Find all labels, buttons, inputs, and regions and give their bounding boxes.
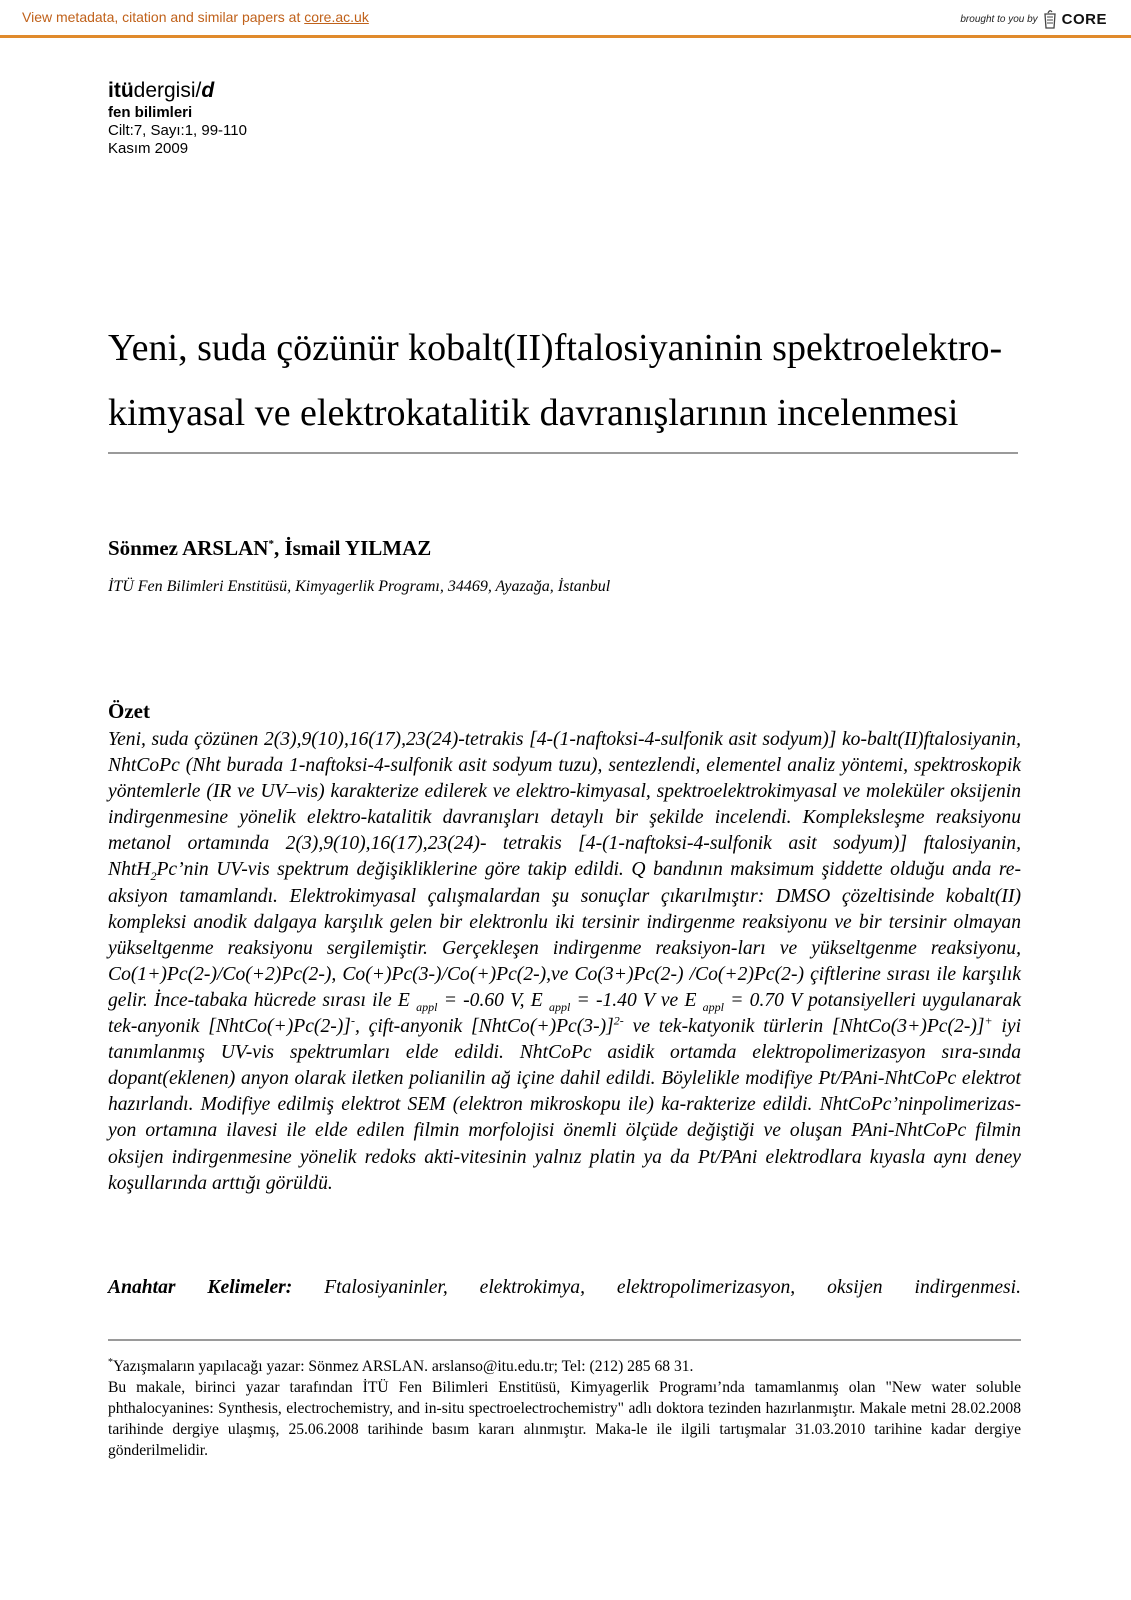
abstract-sup-2minus: 2- — [613, 1013, 624, 1028]
core-brought-text: brought to you by — [960, 13, 1038, 25]
journal-volume: Cilt:7, Sayı:1, 99-110 — [108, 122, 247, 140]
abstract-appl-1: appl — [416, 999, 438, 1014]
abstract-part-2: Pc’nin UV-vis spektrum değişikliklerine göre takip edildi. Q bandının maksimum şiddette olduğu anda re-aksiyon tamamlandı. Elektrokimyasal çalışmalardan şu sonuçlar çıkarılmıştır: DMSO çözeltisinde kobalt(II) kompleksi anodik dalgaya karşılık gelen bir elektronlu iki tersinir indirgenme reaksiyonu ve bir tersinir olmayan yükseltgenme reaksiyonu sergilemiştir. Gerçekleşen indirgenme reaksiyon-ları ve yükseltgenme reaksiyonu, Co(1+)Pc(2-)/Co(+2)Pc(2-), Co(+)Pc(3-)/Co(+)Pc(2-),ve Co(3+)Pc(2-) /Co(+2)Pc(2-) çiftlerine sırası ile karşılık gelir. İnce-tabaka hücrede sırası ile E — [108, 859, 1021, 1011]
author-first: Sönmez ARSLAN — [108, 536, 269, 560]
abstract-body — [108, 727, 1021, 1197]
journal-name-letter: d — [201, 79, 215, 102]
core-prefix: View metadata, citation and similar papers at — [22, 9, 305, 25]
abstract-sup-minus: - — [350, 1013, 355, 1028]
core-banner — [0, 0, 1131, 38]
journal-section: fen bilimleri — [108, 104, 193, 122]
abstract-sub-2: 2 — [150, 869, 157, 884]
abstract-part-1: Yeni, suda çözünen 2(3),9(10),16(17),23(24)-tetrakis [4-(1-naftoksi-4-sulfonik asit sodyum)] ko-balt(II)ftalosiyanin, NhtCoPc (Nht burada 1-naftoksi-4-sulfonik asit sodyum tuzu), sentezlendi, elementel analiz yöntemi, spektroskopik yöntemlerle (IR ve UV–vis) karakterize edilerek ve elektro-kimyasal, spektroelektrokimyasal ve moleküler oksijenin indirgenmesine yönelik elektro-katalitik davranışları detaylı bir şekilde incelendi. Kompleksleşme reaksiyonu metanol ortamında 2(3),9(10),16(17),23(24)- tetrakis [4-(1-naftoksi-4-sulfonik asit sodyum)] ftalosiyanin, NhtH — [108, 729, 1021, 881]
core-brand-name: CORE — [1061, 10, 1107, 28]
abstract-part-7: ve tek-katyonik türlerin [NhtCo(3+)Pc(2-)] — [623, 1016, 985, 1038]
abstract-part-3: = -0.60 V, E — [437, 989, 543, 1011]
abstract-part-6: , çift-anyonik [NhtCo(+)Pc(3-)] — [354, 1016, 614, 1038]
abstract-heading: Özet — [108, 699, 150, 723]
journal-date: Kasım 2009 — [108, 140, 189, 158]
keywords-label: Anahtar Kelimeler: — [108, 1277, 293, 1298]
abstract-appl-2: appl — [548, 999, 571, 1014]
footnote-mark: * — [108, 1357, 113, 1368]
abstract-part-8: iyi tanımlanmış UV-vis spektrumları elde edildi. NhtCoPc asidik ortamda elektropolimerizasyon sıra-sında dopant(eklenen) anyon olarak iletken polianilin ağ içine dahil edildi. Böylelikle modifiye Pt/PAni-NhtCoPc elektrot hazırlandı. Modifiye edilmiş elektrot SEM (elektron mikroskopu ile) ka-rakterize edildi. NhtCoPc’ninpolimerizas-yon ortamına ilavesi ile elde edilen filmin morfolojisi önemli ölçüde değiştiği ve oluşan PAni-NhtCoPc filmin oksijen indirgenmesine yönelik redoks akti-vitesinin yalnız platin ya da Pt/PAni elektrodlara kıyasla aynı deney koşullarında arttığı görüldü. — [108, 1016, 1022, 1194]
keywords-text: Ftalosiyaninler, elektrokimya, elektropolimerizasyon, oksijen indirgenmesi. — [292, 1277, 1021, 1298]
keywords — [108, 1275, 1021, 1301]
authors — [108, 536, 431, 561]
abstract-part-5: = 0.70 V potansiyelleri uygulanarak tek-anyonik [NhtCo(+)Pc(2-)] — [108, 989, 1022, 1038]
title-divider — [108, 452, 1018, 454]
abstract-appl-3: appl — [702, 999, 724, 1014]
abstract-sup-plus: + — [984, 1013, 993, 1028]
journal-name-bold: itü — [108, 79, 134, 102]
journal-header — [108, 78, 247, 158]
footnote-divider — [108, 1339, 1021, 1341]
footnote-source-note: Bu makale, birinci yazar tarafından İTÜ Fen Bilimleri Enstitüsü, Kimyagerlik Programı’nda tamamlanmış olan "New water soluble phthalocyanines: Synthesis, electrochemistry, and in-situ spectroelectrochemistry" adlı doktora tezinden hazırlanmıştır. Makale metni 28.02.2008 tarihinde dergiye ulaşmış, 25.06.2008 tarihinde basım kararı alınmıştır. Maka-le ile ilgili tartışmalar 31.03.2010 tarihine kadar dergiye gönderilmelidir. — [108, 1379, 1021, 1460]
core-link[interactable]: core.ac.uk — [304, 9, 369, 25]
core-brand[interactable] — [960, 8, 1107, 30]
footnote — [108, 1352, 1021, 1461]
footnote-correspondence: Yazışmaların yapılacağı yazar: Sönmez ARSLAN. arslanso@itu.edu.tr; Tel: (212) 285 68 31. — [113, 1358, 694, 1376]
abstract-part-4: = -1.40 V ve E — [570, 989, 697, 1011]
journal-name-regular: dergisi/ — [133, 79, 202, 102]
author-rest: , İsmail YILMAZ — [273, 536, 432, 560]
journal-name — [108, 78, 247, 103]
core-logo-icon — [1042, 8, 1058, 30]
paper-title: Yeni, suda çözünür kobalt(II)ftalosiyaninin spektroelektro-kimyasal ve elektrokatalitik davranışlarının incelenmesi — [108, 327, 1003, 434]
affiliation: İTÜ Fen Bilimleri Enstitüsü, Kimyagerlik Programı, 34469, Ayazağa, İstanbul — [108, 578, 611, 595]
author-mark: * — [268, 538, 274, 550]
core-metadata-text — [22, 9, 369, 25]
